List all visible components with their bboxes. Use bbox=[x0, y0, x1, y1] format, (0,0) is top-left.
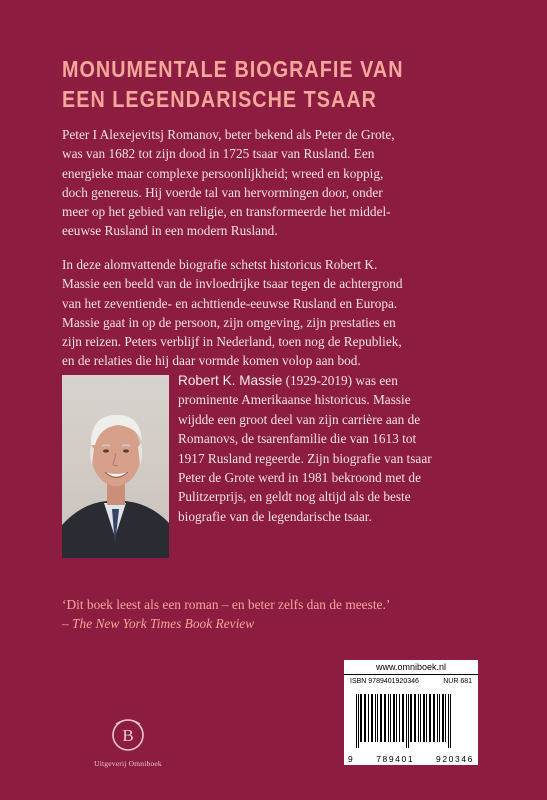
paragraph-line: van het zeventiende- en achttiende-eeuwse Rusland en Europa. bbox=[62, 295, 398, 311]
quote-text: ‘Dit boek leest als een roman – en beter zelfs dan de meeste.’ bbox=[62, 597, 391, 612]
author-bio bbox=[178, 371, 506, 526]
isbn-label: ISBN 9789401920346 bbox=[350, 678, 419, 685]
paragraph-line: zijn reizen. Peters verblijf in Nederland, toen nog de Republiek, bbox=[62, 334, 402, 350]
barcode-bar bbox=[423, 694, 425, 742]
headline-line-2: EEN LEGENDARISCHE TSAAR bbox=[62, 86, 377, 112]
paragraph-overview bbox=[62, 255, 494, 371]
barcode-bar bbox=[406, 694, 407, 748]
barcode-bar bbox=[384, 694, 386, 742]
author-bio-line: Romanovs, de tsarenfamilie die van 1613 tot bbox=[178, 431, 417, 447]
barcode-bar bbox=[414, 694, 416, 742]
paragraph-line: In deze alomvattende biografie schetst historicus Robert K. bbox=[62, 257, 378, 272]
barcode-bar bbox=[410, 694, 412, 742]
barcode-bar bbox=[393, 694, 395, 742]
publisher-url: www.omniboek.nl bbox=[344, 660, 478, 675]
author-photo bbox=[62, 375, 169, 558]
paragraph-line: eeuwse Rusland in een modern Rusland. bbox=[62, 223, 278, 239]
barcode-bars bbox=[344, 692, 478, 750]
author-bio-line: Pulitzerprijs, en geldt nog altijd als de beste bbox=[178, 489, 411, 505]
author-name: Robert K. Massie bbox=[178, 373, 283, 388]
barcode-digits bbox=[348, 754, 474, 764]
review-quote bbox=[62, 595, 502, 633]
barcode-bar bbox=[364, 694, 366, 742]
quote-source-name: The New York Times Book Review bbox=[72, 616, 255, 631]
barcode-digit-group-2: 920346 bbox=[436, 754, 474, 764]
publisher-name: Uitgeverij Omniboek bbox=[94, 759, 162, 768]
publisher-logo bbox=[88, 716, 168, 768]
barcode-bar bbox=[426, 694, 427, 742]
barcode-box bbox=[344, 660, 478, 765]
author-years: (1929-2019) was een bbox=[282, 373, 398, 388]
author-bio-line: biografie van de legendarische tsaar. bbox=[178, 508, 372, 524]
paragraph-intro bbox=[62, 125, 494, 241]
barcode-bar bbox=[433, 694, 435, 742]
barcode-bar bbox=[371, 694, 373, 742]
paragraph-line: meer op het gebied van religie, en transformeerde het middel- bbox=[62, 204, 391, 220]
paragraph-line: Massie een beeld van de invloedrijke tsaar tegen de achtergrond bbox=[62, 276, 403, 292]
barcode-bar bbox=[439, 694, 440, 742]
barcode-bar bbox=[437, 694, 438, 742]
paragraph-line: Peter I Alexejevitsj Romanov, beter bekend als Peter de Grote, bbox=[62, 127, 395, 142]
barcode-digit-group-1: 789401 bbox=[376, 754, 415, 764]
headline bbox=[62, 54, 440, 114]
barcode-bar bbox=[408, 694, 409, 748]
quote-source bbox=[62, 614, 502, 633]
author-bio-line: Peter de Grote werd in 1981 bekroond met de bbox=[178, 470, 421, 486]
quote-dash: – bbox=[62, 616, 73, 631]
barcode-bar bbox=[448, 694, 449, 748]
barcode-bar bbox=[388, 694, 389, 742]
barcode-bar bbox=[375, 694, 376, 742]
paragraph-line: en de relaties die hij daar vormde komen volop aan bod. bbox=[62, 353, 361, 369]
barcode-bar bbox=[360, 694, 362, 742]
paragraph-line: was van 1682 tot zijn dood in 1725 tsaar van Rusland. Een bbox=[62, 146, 375, 162]
headline-line-1: MONUMENTALE BIOGRAFIE VAN bbox=[62, 56, 404, 82]
author-bio-line: prominente Amerikaanse historicus. Massie bbox=[178, 392, 411, 408]
paragraph-line: doch genereus. Hij voerde tal van hervormingen door, onder bbox=[62, 184, 383, 200]
barcode-bar bbox=[368, 694, 369, 742]
barcode-bar bbox=[445, 694, 446, 742]
barcode-digit-prefix: 9 bbox=[348, 754, 355, 764]
author-portrait-illustration bbox=[62, 375, 169, 558]
author-bio-line: wijdde een groot deel van zijn carrière aan de bbox=[178, 411, 421, 427]
barcode-bar bbox=[390, 694, 391, 742]
barcode-bar bbox=[356, 694, 357, 748]
barcode-bar bbox=[420, 694, 421, 742]
barcode-bar bbox=[450, 694, 451, 748]
publisher-logo-letter: B bbox=[122, 726, 134, 745]
author-bio-line: 1917 Rusland regeerde. Zijn biografie van tsaar bbox=[178, 450, 432, 466]
barcode-bar bbox=[399, 694, 400, 742]
barcode-bar bbox=[418, 694, 419, 742]
paragraph-line: energieke maar complexe persoonlijkheid; wreed en koppig, bbox=[62, 165, 384, 181]
barcode-bar bbox=[358, 694, 359, 748]
barcode-bar bbox=[402, 694, 404, 742]
paragraph-line: Massie gaat in op de persoon, zijn omgeving, zijn prestaties en bbox=[62, 314, 396, 330]
barcode-info bbox=[344, 675, 478, 685]
barcode-bar bbox=[377, 694, 378, 742]
author-bio-first-line bbox=[178, 371, 506, 390]
barcode-bar bbox=[380, 694, 382, 742]
barcode-bar bbox=[429, 694, 431, 742]
barcode-bar bbox=[442, 694, 444, 742]
barcode-bar bbox=[396, 694, 397, 742]
publisher-logo-icon bbox=[110, 716, 146, 752]
nur-label: NUR 681 bbox=[443, 678, 472, 685]
